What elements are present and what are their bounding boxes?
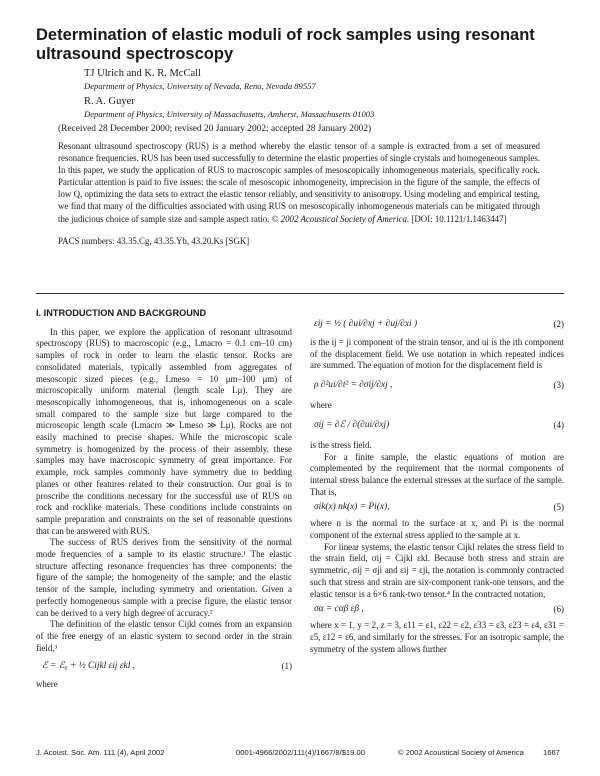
footer-journal: J. Acoust. Soc. Am. 111 (4), April 2002 bbox=[36, 748, 165, 757]
where-text: where bbox=[36, 679, 58, 690]
equation-1-body: ℰ = ℰ₀ + ½ Cijkl εij εkl , bbox=[42, 661, 135, 672]
right-column bbox=[310, 313, 564, 655]
affiliation-1: Department of Physics, University of Nevada, Reno, Nevada 89557 bbox=[84, 81, 316, 91]
abstract bbox=[58, 140, 540, 225]
intro-paragraph-1: In this paper, we explore the application of resonant ultrasound spectroscopy (RUS) to macroscopic (e.g., Lmacro = 0.1 cm–10 cm) samples of rock in order to learn the elastic tensor. Rocks are consolidated materials, typically assembled from aggregates of mesoscopic sized pieces (e.g., Lmeso = 10 μm–100 μm) of microscopically uniform material (length scale Lμ). They are mesoscopically inhomogeneous, that is, inhomogeneous on a scale small compared to the sample size but large compared to the microscopic length scale (Lmacro ≫ Lmeso ≫ Lμ). Rocks are not easily machined to precise shapes. While the microscopic scale symmetry is homogenized by the process of their assembly, these samples may have macroscopic symmetry of great importance. For example, rock samples commonly have symmetry due to bedding planes or other features related to their construction. Our goal is to proscribe the conditions necessary for the successful use of RUS on rock and rocklike materials. These conditions include constraints on sample preparation and constraints on the set of reasonable questions that can be answered with RUS. bbox=[36, 326, 292, 536]
affiliation-2: Department of Physics, University of Massachusetts, Amherst, Massachusetts 01003 bbox=[84, 109, 375, 119]
equation-3-body: ρ ∂²ui/∂t² = ∂σij/∂xj , bbox=[314, 380, 393, 391]
equation-2 bbox=[310, 313, 564, 337]
equation-2-body: εij = ½ ( ∂ui/∂xj + ∂uj/∂xi ) bbox=[314, 319, 418, 330]
header-rule bbox=[36, 293, 564, 294]
equation-4-body: σij = ∂ℰ / ∂(∂ui/∂xj) bbox=[314, 419, 390, 430]
linear-paragraph: For linear systems, the elastic tensor Cijkl relates the stress field to the strain field, σij = Cijkl εkl. Because both stress and strain are symmetric, σij = σji and εij = εji, the notation is commonly contracted such that stress and strain are six-component rank-one tensors, and the elastic tensor is a 6×6 rank-two tensor.⁴ In the contracted notation, bbox=[310, 541, 564, 599]
equation-3-number: (3) bbox=[553, 380, 564, 391]
boundary-paragraph: For a finite sample, the elastic equations of motion are complemented by the requirement that the normal components of internal stress balance the external stresses at the surface of the sample. That is, bbox=[310, 451, 564, 497]
equation-5-body: σik(x) nk(x) = Pi(x), bbox=[314, 502, 390, 513]
authors-1: TJ Ulrich and K. R. McCall bbox=[84, 68, 201, 79]
footer-copyright: © 2002 Acoustical Society of America bbox=[398, 748, 524, 757]
doi: [DOI: 10.1121/1.1463447] bbox=[411, 213, 507, 224]
intro-paragraph-3: The definition of the elastic tensor Cijkl comes from an expansion of the free energy of an elastic system to second order in the strain field,³ bbox=[36, 619, 292, 653]
authors-2: R. A. Guyer bbox=[84, 96, 135, 107]
equation-6-number: (6) bbox=[553, 604, 564, 615]
where-text-2: where bbox=[310, 400, 332, 411]
pacs-numbers: PACS numbers: 43.35.Cg, 43.35.Yb, 43.20.Ks [SGK] bbox=[58, 236, 250, 246]
abstract-copyright: © 2002 Acoustical Society of America. bbox=[271, 213, 410, 224]
equation-1-number: (1) bbox=[281, 661, 292, 672]
stress-field-text: is the stress field. bbox=[310, 439, 372, 450]
equation-6 bbox=[310, 600, 564, 620]
strain-paragraph: is the ij = ji component of the strain tensor, and ui is the ith component of the displacement field. We use notation in which repeated indices are summed. The equation of motion for the displacement field is bbox=[310, 337, 564, 371]
section-heading: I. INTRODUCTION AND BACKGROUND bbox=[36, 308, 207, 318]
equation-5 bbox=[310, 498, 564, 518]
equation-1 bbox=[36, 661, 292, 673]
footer-code: 0001-4966/2002/111(4)/1667/8/$19.00 bbox=[236, 748, 365, 757]
equation-4 bbox=[310, 412, 564, 440]
equation-4-number: (4) bbox=[553, 419, 564, 430]
paper-title: Determination of elastic moduli of rock samples using resonant ultrasound spectroscopy bbox=[36, 26, 535, 63]
abstract-text: Resonant ultrasound spectroscopy (RUS) is a method whereby the elastic tensor of a sample is extracted from a set of measured resonance frequencies. RUS has been used successfully to determine the elastic properties of single crystals and homogeneous samples. In this paper, we study the application of RUS to macroscopic samples of mesoscopically inhomogeneous materials, specifically rock. Particular attention is paid to five issues: the scale of mesoscopic inhomogeneity, imprecision in the figure of the sample, the effects of low Q, optimizing the data sets to extract the elastic tensor reliably, and sensitivity to anisotropy. Using modeling and empirical testing, we find that many of the difficulties associated with using RUS on mesoscopically inhomogeneous materials can be mitigated through the judicious choice of sample size and sample aspect ratio. bbox=[58, 141, 540, 224]
equation-3 bbox=[310, 372, 564, 400]
left-column bbox=[36, 308, 292, 691]
equation-5-number: (5) bbox=[553, 502, 564, 513]
intro-paragraph-2: The success of RUS derives from the sensitivity of the normal mode frequencies of a sample to its elastic structure.¹ The elastic structure affecting resonance frequencies has three components: the figure of the sample; the homogeneity of the sample; and the elastic tensor of the sample, including symmetry and orientation. Given a perfectly homogeneous sample with a precise figure, the elastic tensor can be derived to a very high degree of accuracy.² bbox=[36, 537, 292, 618]
normal-paragraph: where n is the normal to the surface at x, and Pi is the normal component of the external stress applied to the sample at x. bbox=[310, 518, 564, 541]
equation-2-number: (2) bbox=[553, 319, 564, 330]
received-dates: (Received 28 December 2000; revised 20 January 2002; accepted 28 January 2002) bbox=[58, 124, 372, 134]
equation-6-body: σα = cαβ εβ , bbox=[314, 604, 364, 615]
contracted-paragraph: where x = 1, y = 2, z = 3, ε11 = ε1, ε22 = ε2, ε33 = ε3, ε23 = ε4, ε31 = ε5, ε12 = ε6, and similarly for the stresses. For an isotropic sample, the symmetry of the system allows further bbox=[310, 620, 564, 654]
footer-page-number: 1667 bbox=[543, 748, 560, 757]
